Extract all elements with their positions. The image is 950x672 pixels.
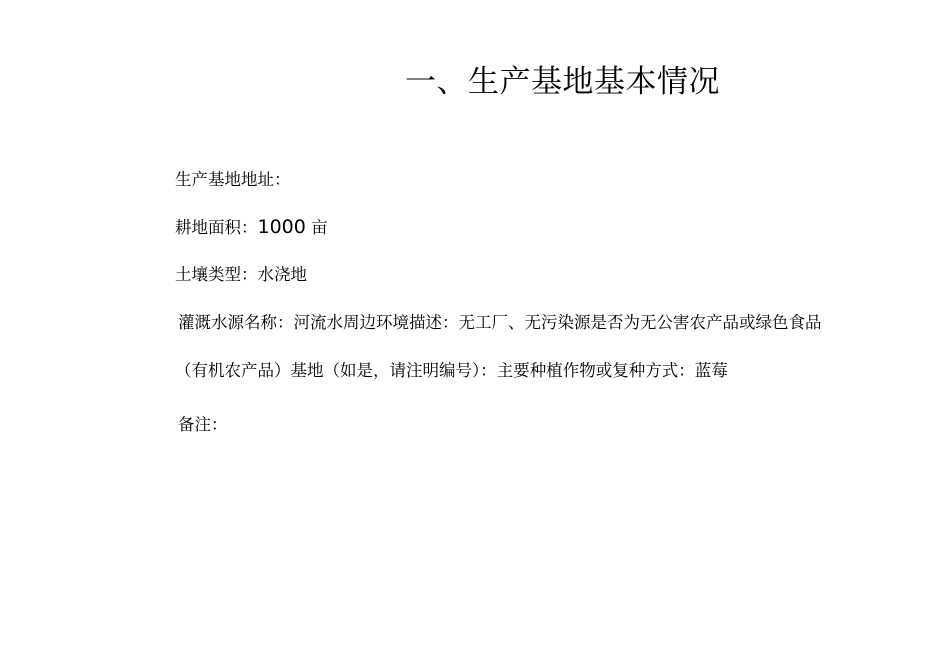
section-title: 一、生产基地基本情况 (405, 64, 720, 100)
soil-value: 水浇地 (257, 265, 307, 284)
notes-label: 备注： (178, 415, 228, 434)
area-unit: 亩 (305, 218, 328, 237)
area-value: 1000 (257, 216, 306, 238)
notes-line (178, 414, 228, 436)
area-line (175, 216, 328, 239)
irrigation-line: 灌溉水源名称：河流水周边环境描述：无工厂、无污染源是否为无公害农产品或绿色食品 (178, 313, 822, 332)
address-line (175, 169, 291, 191)
certification-line: （有机农产品）基地（如是，请注明编号）：主要种植作物或复种方式：蓝莓 (175, 361, 728, 380)
soil-line (175, 264, 307, 286)
soil-label: 土壤类型： (175, 265, 258, 284)
address-label: 生产基地地址： (175, 170, 291, 189)
area-label: 耕地面积： (175, 218, 258, 237)
